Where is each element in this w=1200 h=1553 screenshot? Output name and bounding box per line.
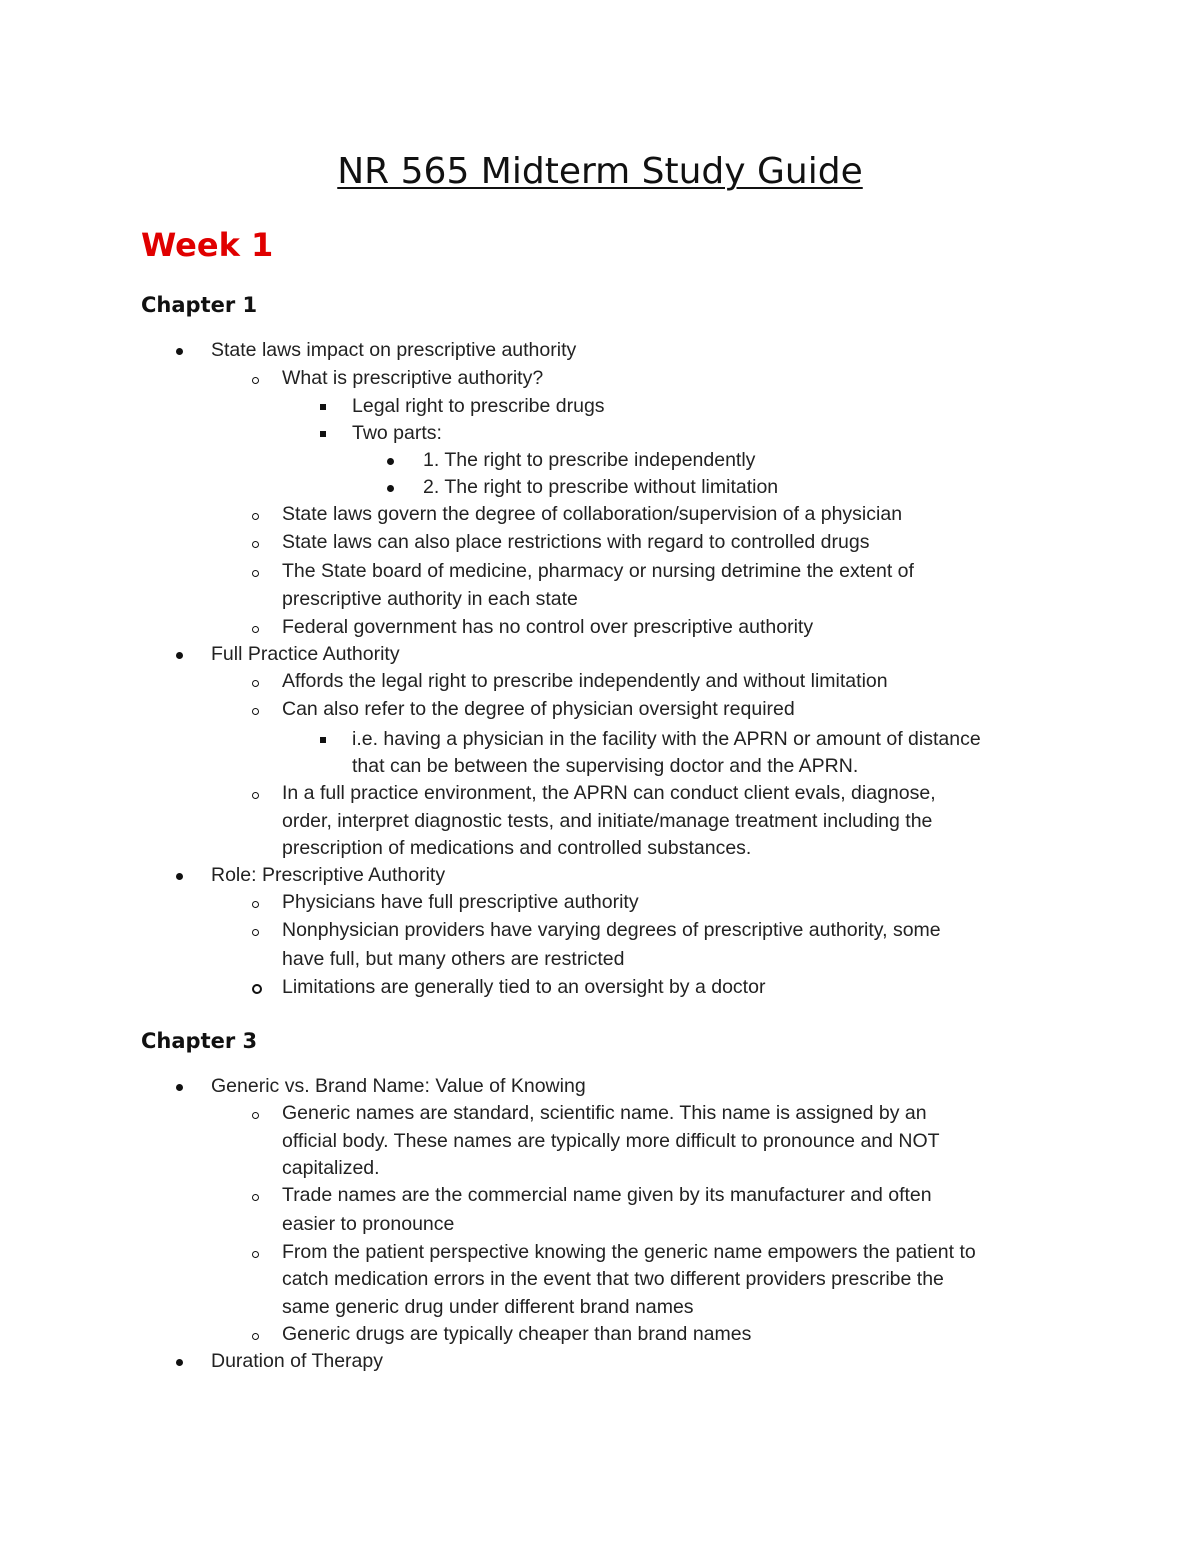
circle-bullet-icon	[252, 1194, 259, 1201]
circle-bullet-icon	[252, 626, 259, 633]
list-item-text: have full, but many others are restricted	[282, 948, 625, 970]
dot-bullet-icon	[176, 1084, 183, 1091]
dot-bullet-icon	[387, 458, 394, 465]
circle-bullet-icon	[252, 513, 259, 520]
circle-bullet-icon	[252, 901, 259, 908]
circle-bullet-icon	[252, 570, 259, 577]
circle-bullet-icon	[252, 929, 259, 936]
list-item-text: Nonphysician providers have varying degrees of prescriptive authority, some	[282, 919, 941, 941]
circle-bullet-icon	[252, 984, 262, 994]
list-item-text: State laws can also place restrictions with regard to controlled drugs	[282, 531, 870, 553]
circle-bullet-icon	[252, 680, 259, 687]
dot-bullet-icon	[176, 873, 183, 880]
list-item-text: In a full practice environment, the APRN can conduct client evals, diagnose,	[282, 782, 936, 804]
list-item-text: From the patient perspective knowing the generic name empowers the patient to	[282, 1241, 976, 1263]
list-item-text: i.e. having a physician in the facility with the APRN or amount of distance	[352, 728, 981, 750]
chapter-heading: Chapter 3	[141, 1029, 258, 1053]
circle-bullet-icon	[252, 541, 259, 548]
dot-bullet-icon	[176, 1359, 183, 1366]
list-item-text: Legal right to prescribe drugs	[352, 395, 605, 417]
circle-bullet-icon	[252, 377, 259, 384]
dot-bullet-icon	[176, 348, 183, 355]
list-item-text: Generic names are standard, scientific name. This name is assigned by an	[282, 1102, 927, 1124]
list-item-text: Federal government has no control over prescriptive authority	[282, 616, 814, 638]
list-item-text: Can also refer to the degree of physician oversight required	[282, 698, 795, 720]
list-item-text: official body. These names are typically more difficult to pronounce and NOT	[282, 1130, 940, 1152]
list-item-text: Full Practice Authority	[211, 643, 400, 665]
list-item-text: order, interpret diagnostic tests, and initiate/manage treatment including the	[282, 810, 933, 832]
square-bullet-icon	[320, 737, 326, 743]
list-item-text: Affords the legal right to prescribe independently and without limitation	[282, 670, 888, 692]
square-bullet-icon	[320, 431, 326, 437]
circle-bullet-icon	[252, 708, 259, 715]
list-item-text: Generic drugs are typically cheaper than brand names	[282, 1323, 752, 1345]
list-item-text: same generic drug under different brand names	[282, 1296, 694, 1318]
list-item-text: The State board of medicine, pharmacy or nursing detrimine the extent of	[282, 560, 914, 582]
list-item-text: Duration of Therapy	[211, 1350, 383, 1372]
square-bullet-icon	[320, 404, 326, 410]
circle-bullet-icon	[252, 1251, 259, 1258]
circle-bullet-icon	[252, 1333, 259, 1340]
list-item-text: Role: Prescriptive Authority	[211, 864, 446, 886]
list-item-text: State laws impact on prescriptive authority	[211, 339, 577, 361]
list-item-text: prescriptive authority in each state	[282, 588, 578, 610]
list-item-text: Trade names are the commercial name given by its manufacturer and often	[282, 1184, 932, 1206]
list-item-text: 2. The right to prescribe without limitation	[423, 476, 779, 498]
list-item-text: What is prescriptive authority?	[282, 367, 544, 389]
circle-bullet-icon	[252, 1112, 259, 1119]
list-item-text: Physicians have full prescriptive authority	[282, 891, 639, 913]
list-item-text: capitalized.	[282, 1157, 380, 1179]
week-heading: Week 1	[141, 226, 274, 264]
chapter-heading: Chapter 1	[141, 293, 258, 317]
list-item-text: State laws govern the degree of collaboration/supervision of a physician	[282, 503, 903, 525]
list-item-text: Generic vs. Brand Name: Value of Knowing	[211, 1075, 586, 1097]
document-title: NR 565 Midterm Study Guide	[337, 151, 863, 192]
dot-bullet-icon	[387, 485, 394, 492]
list-item-text: catch medication errors in the event that two different providers prescribe the	[282, 1268, 944, 1290]
circle-bullet-icon	[252, 792, 259, 799]
list-item-text: 1. The right to prescribe independently	[423, 449, 756, 471]
dot-bullet-icon	[176, 652, 183, 659]
list-item-text: that can be between the supervising doctor and the APRN.	[352, 755, 859, 777]
list-item-text: Limitations are generally tied to an oversight by a doctor	[282, 976, 766, 998]
list-item-text: easier to pronounce	[282, 1213, 455, 1235]
list-item-text: prescription of medications and controlled substances.	[282, 837, 752, 859]
list-item-text: Two parts:	[352, 422, 442, 444]
